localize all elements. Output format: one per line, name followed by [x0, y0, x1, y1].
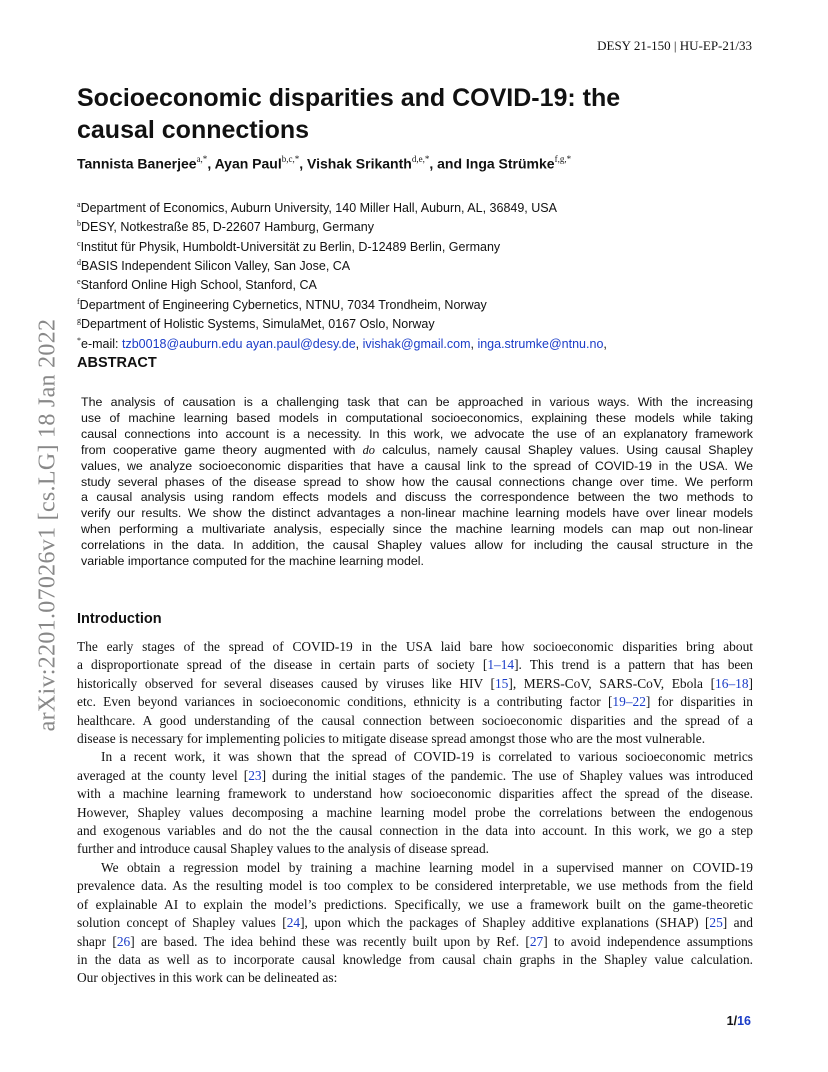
author-name: Ayan Paul	[214, 155, 282, 172]
citation-link[interactable]: 23	[248, 767, 262, 783]
intro-line	[77, 675, 753, 693]
intro-line	[77, 877, 753, 895]
author-marks: d,e,*	[411, 154, 430, 164]
intro-line	[77, 767, 753, 785]
intro-text: In a recent work, it was shown that the spread of COVID-19 is correlated to various socioeconomic metrics	[101, 749, 753, 765]
intro-text: ], MERS-CoV, SARS-CoV, Ebola [	[508, 675, 716, 691]
intro-line	[77, 748, 753, 766]
author-name: Tannista Banerjee	[77, 155, 197, 172]
abstract-line: causal connections into account is a necessity. In this work, we advocate the use of an explanatory framework	[81, 426, 753, 441]
author-list	[77, 155, 757, 172]
author-marks: f,g,*	[554, 154, 572, 164]
intro-text: ] for disparities in	[645, 694, 753, 710]
citation-link[interactable]: 27	[529, 933, 544, 949]
introduction-heading: Introduction	[77, 611, 162, 627]
intro-line	[77, 896, 753, 914]
intro-line	[77, 712, 753, 730]
email-trailing: ,	[603, 336, 607, 351]
affiliation-mark: c	[77, 238, 81, 248]
author-marks: a,*	[196, 154, 208, 164]
affiliation-list	[77, 197, 757, 352]
affiliation-text: Stanford Online High School, Stanford, CA	[80, 278, 317, 293]
introduction-body	[77, 638, 753, 988]
abstract-line: variable importance computed for the machine learning model.	[81, 554, 424, 569]
email-link[interactable]: ivishak@gmail.com	[362, 336, 471, 351]
page-total-link[interactable]: 16	[737, 1014, 751, 1028]
intro-text: healthcare. A good understanding of the causal connection between socioeconomic disparities and the spread of a	[77, 712, 753, 728]
intro-text: with a machine learning framework to understand how socioeconomic disparities affect the spread of the disease.	[77, 786, 753, 802]
citation-link[interactable]: 24	[286, 915, 301, 931]
intro-text: solution concept of Shapley values [	[77, 915, 287, 931]
author-separator: ,	[299, 155, 308, 172]
abstract-line: when performing a multivariate analysis, especially since the machine learning models can map out non-linear	[81, 522, 753, 537]
intro-text: disease is necessary for implementing policies to mitigate disease spread amongst those who are the most vulnerable.	[77, 731, 706, 747]
intro-line	[77, 730, 753, 748]
affiliation-mark: b	[77, 219, 81, 229]
intro-line	[77, 914, 753, 932]
intro-line	[77, 951, 753, 969]
intro-text: further and introduce causal Shapley values to the analysis of disease spread.	[77, 841, 489, 857]
intro-text: ] are based. The idea behind these was recently built upon by Ref. [	[130, 933, 530, 949]
intro-line	[77, 822, 753, 840]
abstract-body	[81, 395, 753, 570]
affiliation-text: DESY, Notkestraße 85, D-22607 Hamburg, Germany	[81, 220, 374, 235]
author-separator: ,	[207, 155, 215, 172]
citation-link[interactable]: 26	[116, 933, 131, 949]
email-link[interactable]: tzb0018@auburn.edu	[121, 336, 243, 351]
affiliation-text: BASIS Independent Silicon Valley, San Jose, CA	[81, 259, 351, 274]
intro-text: Our objectives in this work can be delineated as:	[77, 970, 338, 986]
citation-link[interactable]: 19–22	[612, 694, 646, 710]
intro-line	[77, 969, 753, 987]
intro-text: prevalence data. As the resulting model is too complex to be considered interpretable, we use methods from the field	[77, 878, 753, 894]
title-line-2: causal connections	[77, 116, 310, 144]
affiliation	[77, 216, 757, 235]
affiliation-text: Department of Holistic Systems, SimulaMet, 0167 Oslo, Norway	[81, 317, 435, 332]
intro-line	[77, 693, 753, 711]
intro-line	[77, 859, 753, 877]
citation-link[interactable]: 25	[709, 915, 723, 931]
intro-text: ] during the initial stages of the pandemic. The use of Shapley values was introduced	[261, 767, 753, 783]
page-separator: /	[733, 1014, 738, 1028]
intro-text: We obtain a regression model by training a machine learning model in a supervised manner on COVID-19	[101, 859, 753, 875]
abstract-line: study several phases of the disease spread to show how the causal connections change over time. We perform	[81, 474, 753, 489]
intro-text: ] to avoid independence assumptions	[543, 933, 754, 949]
affiliation-mark: f	[77, 296, 80, 306]
intro-line	[77, 840, 753, 858]
abstract-heading: ABSTRACT	[77, 355, 157, 371]
intro-line	[77, 933, 753, 951]
do-symbol: do	[362, 442, 375, 457]
intro-line	[77, 804, 753, 822]
affiliation-text: Department of Economics, Auburn University, 140 Miller Hall, Auburn, AL, 36849, USA	[80, 201, 557, 216]
title-line-1: Socioeconomic disparities and COVID-19: the	[77, 84, 621, 112]
paper-title	[77, 82, 717, 146]
page-number	[727, 1014, 751, 1028]
intro-text: of explainable AI to explain the model’s predictions. Specifically, we use a framework built on the game-theoretic	[77, 896, 753, 912]
author-name: Vishak Srikanth	[307, 155, 412, 172]
arxiv-stamp: arXiv:2201.07026v1 [cs.LG] 18 Jan 2022	[34, 318, 61, 732]
abstract-line: a causal analysis using random effects models and discuss the correspondence between the two methods to	[81, 490, 753, 505]
intro-text: in the data as well as to incorporate causal knowledge from causal chain graphs in the Shapley value calculation.	[77, 951, 753, 967]
intro-text: averaged at the county level [	[77, 767, 249, 783]
affiliation-mark: e	[77, 277, 81, 287]
intro-text: ] and	[722, 915, 753, 931]
email-link[interactable]: ayan.paul@desy.de	[245, 336, 356, 351]
affiliation	[77, 313, 757, 332]
email-mark: *	[77, 335, 81, 345]
author-marks: b,c,*	[281, 154, 300, 164]
affiliation-text: Institut für Physik, Humboldt-Universität zu Berlin, D-12489 Berlin, Germany	[80, 239, 501, 254]
abstract-line: verify our results. We show the distinct advantages a non-linear machine learning models have over linear models	[81, 506, 753, 521]
intro-text: a disproportionate spread of the disease in certain parts of society [	[77, 657, 488, 673]
affiliation-mark: g	[77, 316, 81, 326]
citation-link[interactable]: 1–14	[487, 657, 515, 673]
citation-link[interactable]: 15	[494, 675, 509, 691]
affiliation-mark: a	[77, 200, 81, 209]
intro-text: ], upon which the packages of Shapley additive explanations (SHAP) [	[300, 915, 710, 931]
intro-line	[77, 638, 753, 656]
abstract-line	[81, 443, 753, 459]
intro-text: ]	[748, 675, 753, 691]
affiliation	[77, 236, 757, 255]
author-separator: , and	[429, 155, 466, 172]
affiliation	[77, 294, 757, 313]
intro-text: etc. Even beyond variances in socioeconomic conditions, ethnicity is a contributing factor [	[77, 694, 613, 710]
affiliation	[77, 274, 757, 293]
affiliation	[77, 255, 757, 274]
email-label: e-mail:	[81, 336, 122, 351]
page-current: 1	[726, 1014, 734, 1028]
abstract-line: values, we analyze socioeconomic disparities that have a causal link to the spread of COVID-19 in the USA. We	[81, 458, 753, 473]
intro-text: However, Shapley values decomposing a machine learning model probe the correlations between the endogenous	[77, 804, 753, 820]
intro-text: ]. This trend is a pattern that has been	[514, 657, 753, 673]
email-line: *e-mail: tzb0018@auburn.edu ayan.paul@desy.de, ivishak@gmail.com, inga.strumke@ntnu.no,	[77, 335, 607, 351]
email-link[interactable]: inga.strumke@ntnu.no	[477, 336, 604, 351]
intro-text: shapr [	[77, 933, 117, 949]
intro-text: The early stages of the spread of COVID-19 in the USA laid bare how socioeconomic disparities bring about	[77, 639, 753, 654]
intro-text: historically observed for several diseases caused by viruses like HIV [	[77, 675, 495, 691]
citation-link[interactable]: 16–18	[715, 675, 749, 691]
abstract-line: use of machine learning based models in computational socioeconomics, explaining these models while taking	[81, 410, 753, 425]
affiliation	[77, 197, 757, 216]
intro-line	[77, 785, 753, 803]
affiliation-mark: d	[77, 258, 81, 268]
abstract-line-part: from cooperative game theory augmented with	[81, 442, 363, 457]
intro-line	[77, 656, 753, 674]
intro-text: and exogenous variables and do not the the causal connection in the data into account. In this work, we go a step	[77, 823, 753, 839]
abstract-line: correlations in the data. In addition, the causal Shapley values allow for including the causal structure in the	[81, 538, 753, 553]
abstract-line-part: calculus, namely causal Shapley values. Using causal Shapley	[375, 442, 753, 457]
abstract-line: The analysis of causation is a challenging task that can be approached in various ways. With the increasing	[81, 395, 753, 409]
affiliation-text: Department of Engineering Cybernetics, NTNU, 7034 Trondheim, Norway	[79, 297, 487, 312]
report-numbers: DESY 21-150 | HU-EP-21/33	[597, 38, 752, 53]
author-name: Inga Strümke	[465, 155, 555, 172]
